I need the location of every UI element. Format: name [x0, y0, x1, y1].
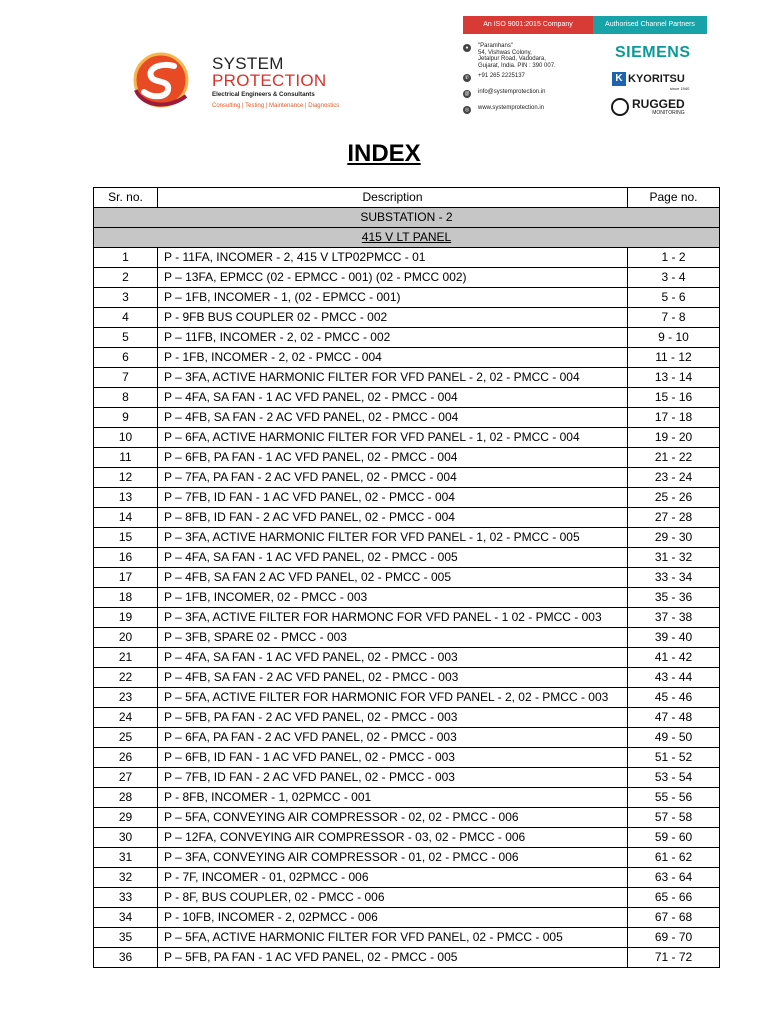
row-description: P - 8F, BUS COUPLER, 02 - PMCC - 006: [158, 888, 628, 908]
row-pages: 57 - 58: [628, 808, 720, 828]
row-serial: 23: [94, 688, 158, 708]
row-description: P – 3FB, SPARE 02 - PMCC - 003: [158, 628, 628, 648]
row-pages: 47 - 48: [628, 708, 720, 728]
row-description: P – 5FA, CONVEYING AIR COMPRESSOR - 02, 02 - PMCC - 006: [158, 808, 628, 828]
row-serial: 2: [94, 268, 158, 288]
row-pages: 15 - 16: [628, 388, 720, 408]
table-row: [94, 328, 720, 348]
kyoritsu-name: KYORITSU: [628, 73, 685, 85]
table-row: [94, 628, 720, 648]
row-serial: 27: [94, 768, 158, 788]
row-pages: 45 - 46: [628, 688, 720, 708]
rugged-name: RUGGED: [632, 97, 685, 111]
address-line: Gujarat, India. PIN : 390 007.: [478, 62, 556, 69]
row-pages: 33 - 34: [628, 568, 720, 588]
row-serial: 21: [94, 648, 158, 668]
table-row: [94, 488, 720, 508]
row-pages: 51 - 52: [628, 748, 720, 768]
phone-number: +91 265 2225137: [478, 73, 525, 79]
row-serial: 16: [94, 548, 158, 568]
row-pages: 1 - 2: [628, 248, 720, 268]
row-serial: 11: [94, 448, 158, 468]
row-description: P – 6FA, PA FAN - 2 AC VFD PANEL, 02 - PMCC - 003: [158, 728, 628, 748]
row-serial: 13: [94, 488, 158, 508]
brand-block: [212, 55, 339, 109]
row-serial: 33: [94, 888, 158, 908]
system-protection-logo-icon: [128, 50, 202, 108]
table-row: [94, 808, 720, 828]
row-serial: 10: [94, 428, 158, 448]
row-pages: 27 - 28: [628, 508, 720, 528]
row-serial: 36: [94, 948, 158, 968]
email-icon: @: [464, 91, 470, 97]
address-line: Jetalpur Road, Vadodara,: [478, 56, 546, 62]
row-pages: 9 - 10: [628, 328, 720, 348]
row-serial: 25: [94, 728, 158, 748]
row-pages: 19 - 20: [628, 428, 720, 448]
table-row: [94, 728, 720, 748]
rugged-circle-icon: [611, 98, 629, 116]
row-pages: 55 - 56: [628, 788, 720, 808]
row-description: P – 1FB, INCOMER, 02 - PMCC - 003: [158, 588, 628, 608]
page-title: INDEX: [347, 140, 421, 167]
row-description: P - 9FB BUS COUPLER 02 - PMCC - 002: [158, 308, 628, 328]
phone-icon: ✆: [464, 75, 470, 81]
row-pages: 41 - 42: [628, 648, 720, 668]
kyoritsu-since: since 1940: [670, 86, 690, 91]
row-serial: 30: [94, 828, 158, 848]
brand-name-line2: PROTECTION: [212, 71, 327, 90]
row-description: P – 5FB, PA FAN - 2 AC VFD PANEL, 02 - PMCC - 003: [158, 708, 628, 728]
row-description: P – 4FA, SA FAN - 1 AC VFD PANEL, 02 - PMCC - 004: [158, 388, 628, 408]
row-description: P – 1FB, INCOMER - 1, (02 - EPMCC - 001): [158, 288, 628, 308]
row-serial: 32: [94, 868, 158, 888]
table-row: [94, 928, 720, 948]
row-pages: 23 - 24: [628, 468, 720, 488]
row-description: P – 5FA, ACTIVE HARMONIC FILTER FOR VFD PANEL, 02 - PMCC - 005: [158, 928, 628, 948]
row-description: P – 12FA, CONVEYING AIR COMPRESSOR - 03, 02 - PMCC - 006: [158, 828, 628, 848]
column-header-page: Page no.: [628, 188, 720, 208]
iso-badge: An ISO 9001:2015 Company: [463, 16, 593, 34]
row-pages: 65 - 66: [628, 888, 720, 908]
row-description: P – 7FB, ID FAN - 1 AC VFD PANEL, 02 - PMCC - 004: [158, 488, 628, 508]
row-description: P – 8FB, ID FAN - 2 AC VFD PANEL, 02 - PMCC - 004: [158, 508, 628, 528]
address-line: "Paramhans": [478, 43, 513, 49]
section-row: [94, 208, 720, 228]
table-row: [94, 448, 720, 468]
row-serial: 14: [94, 508, 158, 528]
row-description: P - 11FA, INCOMER - 2, 415 V LTP02PMCC - 01: [158, 248, 628, 268]
table-row: [94, 548, 720, 568]
row-description: P – 6FA, ACTIVE HARMONIC FILTER FOR VFD PANEL - 1, 02 - PMCC - 004: [158, 428, 628, 448]
brand-name-line1: SYSTEM: [212, 54, 284, 73]
website-link[interactable]: www.systemprotection.in: [478, 105, 545, 111]
location-pin-icon: ●: [463, 44, 471, 52]
section-title-text: SUBSTATION - 2: [360, 210, 453, 224]
letterhead: [0, 0, 768, 140]
row-serial: 12: [94, 468, 158, 488]
table-row: [94, 528, 720, 548]
table-row: [94, 508, 720, 528]
row-serial: 15: [94, 528, 158, 548]
table-row: [94, 708, 720, 728]
subsection-row: [94, 228, 720, 248]
row-pages: 7 - 8: [628, 308, 720, 328]
address-line: 54, Vishwas Colony,: [478, 49, 532, 56]
subsection-title: [94, 228, 720, 248]
row-description: P – 4FB, SA FAN - 2 AC VFD PANEL, 02 - PMCC - 004: [158, 408, 628, 428]
row-description: P – 3FA, CONVEYING AIR COMPRESSOR - 01, 02 - PMCC - 006: [158, 848, 628, 868]
row-description: P – 6FB, ID FAN - 1 AC VFD PANEL, 02 - PMCC - 003: [158, 748, 628, 768]
row-pages: 5 - 6: [628, 288, 720, 308]
row-description: P – 7FA, PA FAN - 2 AC VFD PANEL, 02 - PMCC - 004: [158, 468, 628, 488]
column-header-description: Description: [158, 188, 628, 208]
email-address[interactable]: info@systemprotection.in: [478, 89, 546, 95]
table-row: [94, 788, 720, 808]
row-description: P – 5FA, ACTIVE FILTER FOR HARMONIC FOR VFD PANEL - 2, 02 - PMCC - 003: [158, 688, 628, 708]
partners-badge: Authorised Channel Partners: [593, 16, 707, 34]
table-row: [94, 768, 720, 788]
row-serial: 5: [94, 328, 158, 348]
column-header-sr: Sr. no.: [94, 188, 158, 208]
row-serial: 3: [94, 288, 158, 308]
row-pages: 67 - 68: [628, 908, 720, 928]
row-serial: 20: [94, 628, 158, 648]
address: [478, 43, 556, 69]
row-pages: 35 - 36: [628, 588, 720, 608]
table-row: [94, 908, 720, 928]
row-serial: 29: [94, 808, 158, 828]
index-table: [93, 187, 720, 968]
row-pages: 17 - 18: [628, 408, 720, 428]
row-serial: 17: [94, 568, 158, 588]
row-pages: 21 - 22: [628, 448, 720, 468]
table-row: [94, 428, 720, 448]
brand-tagline: Electrical Engineers & Consultants: [212, 91, 315, 98]
row-pages: 3 - 4: [628, 268, 720, 288]
row-pages: 59 - 60: [628, 828, 720, 848]
row-serial: 24: [94, 708, 158, 728]
row-pages: 29 - 30: [628, 528, 720, 548]
row-description: P - 1FB, INCOMER - 2, 02 - PMCC - 004: [158, 348, 628, 368]
row-serial: 35: [94, 928, 158, 948]
row-pages: 63 - 64: [628, 868, 720, 888]
table-row: [94, 888, 720, 908]
row-serial: 9: [94, 408, 158, 428]
row-serial: 4: [94, 308, 158, 328]
row-description: P – 11FB, INCOMER - 2, 02 - PMCC - 002: [158, 328, 628, 348]
row-pages: 43 - 44: [628, 668, 720, 688]
globe-icon: ◎: [464, 107, 470, 113]
row-serial: 26: [94, 748, 158, 768]
row-pages: 31 - 32: [628, 548, 720, 568]
row-pages: 71 - 72: [628, 948, 720, 968]
table-row: [94, 848, 720, 868]
section-title: [94, 208, 720, 228]
table-row: [94, 668, 720, 688]
row-pages: 39 - 40: [628, 628, 720, 648]
row-description: P - 7F, INCOMER - 01, 02PMCC - 006: [158, 868, 628, 888]
table-row: [94, 388, 720, 408]
row-serial: 19: [94, 608, 158, 628]
table-row: [94, 648, 720, 668]
table-row: [94, 468, 720, 488]
row-description: P – 3FA, ACTIVE HARMONIC FILTER FOR VFD PANEL - 2, 02 - PMCC - 004: [158, 368, 628, 388]
row-serial: 34: [94, 908, 158, 928]
subsection-title-text: 415 V LT PANEL: [361, 230, 452, 244]
table-row: [94, 368, 720, 388]
table-row: [94, 748, 720, 768]
row-serial: 1: [94, 248, 158, 268]
row-description: P – 4FB, SA FAN 2 AC VFD PANEL, 02 - PMCC - 005: [158, 568, 628, 588]
row-description: P – 4FB, SA FAN - 2 AC VFD PANEL, 02 - PMCC - 003: [158, 668, 628, 688]
kyoritsu-k-icon: K: [612, 72, 626, 86]
table-row: [94, 268, 720, 288]
rugged-sub: MONITORING: [652, 110, 685, 116]
row-serial: 22: [94, 668, 158, 688]
table-row: [94, 288, 720, 308]
row-description: P – 13FA, EPMCC (02 - EPMCC - 001) (02 - PMCC 002): [158, 268, 628, 288]
table-row: [94, 408, 720, 428]
row-pages: 37 - 38: [628, 608, 720, 628]
row-description: P – 7FB, ID FAN - 2 AC VFD PANEL, 02 - PMCC - 003: [158, 768, 628, 788]
row-description: P - 10FB, INCOMER - 2, 02PMCC - 006: [158, 908, 628, 928]
row-serial: 18: [94, 588, 158, 608]
table-row: [94, 948, 720, 968]
table-row: [94, 248, 720, 268]
row-description: P – 3FA, ACTIVE HARMONIC FILTER FOR VFD PANEL - 1, 02 - PMCC - 005: [158, 528, 628, 548]
table-row: [94, 868, 720, 888]
row-description: P – 6FB, PA FAN - 1 AC VFD PANEL, 02 - PMCC - 004: [158, 448, 628, 468]
row-pages: 13 - 14: [628, 368, 720, 388]
row-serial: 28: [94, 788, 158, 808]
row-description: P – 5FB, PA FAN - 1 AC VFD PANEL, 02 - PMCC - 005: [158, 948, 628, 968]
row-description: P - 8FB, INCOMER - 1, 02PMCC - 001: [158, 788, 628, 808]
row-pages: 69 - 70: [628, 928, 720, 948]
row-description: P – 4FA, SA FAN - 1 AC VFD PANEL, 02 - PMCC - 005: [158, 548, 628, 568]
row-serial: 8: [94, 388, 158, 408]
contact-block: [463, 43, 598, 114]
table-row: [94, 608, 720, 628]
row-pages: 61 - 62: [628, 848, 720, 868]
row-description: P – 4FA, SA FAN - 1 AC VFD PANEL, 02 - PMCC - 003: [158, 648, 628, 668]
table-row: [94, 348, 720, 368]
table-header-row: [94, 188, 720, 208]
kyoritsu-logo: [612, 72, 685, 86]
brand-services: Consulting | Testing | Maintenance | Diagnostics: [212, 103, 340, 109]
table-row: [94, 828, 720, 848]
table-row: [94, 688, 720, 708]
row-pages: 11 - 12: [628, 348, 720, 368]
row-description: P – 3FA, ACTIVE FILTER FOR HARMONC FOR VFD PANEL - 1 02 - PMCC - 003: [158, 608, 628, 628]
row-pages: 25 - 26: [628, 488, 720, 508]
siemens-logo: SIEMENS: [615, 44, 691, 61]
row-pages: 53 - 54: [628, 768, 720, 788]
row-pages: 49 - 50: [628, 728, 720, 748]
row-serial: 31: [94, 848, 158, 868]
table-row: [94, 308, 720, 328]
table-row: [94, 568, 720, 588]
table-row: [94, 588, 720, 608]
row-serial: 7: [94, 368, 158, 388]
rugged-logo: [611, 98, 685, 116]
row-serial: 6: [94, 348, 158, 368]
